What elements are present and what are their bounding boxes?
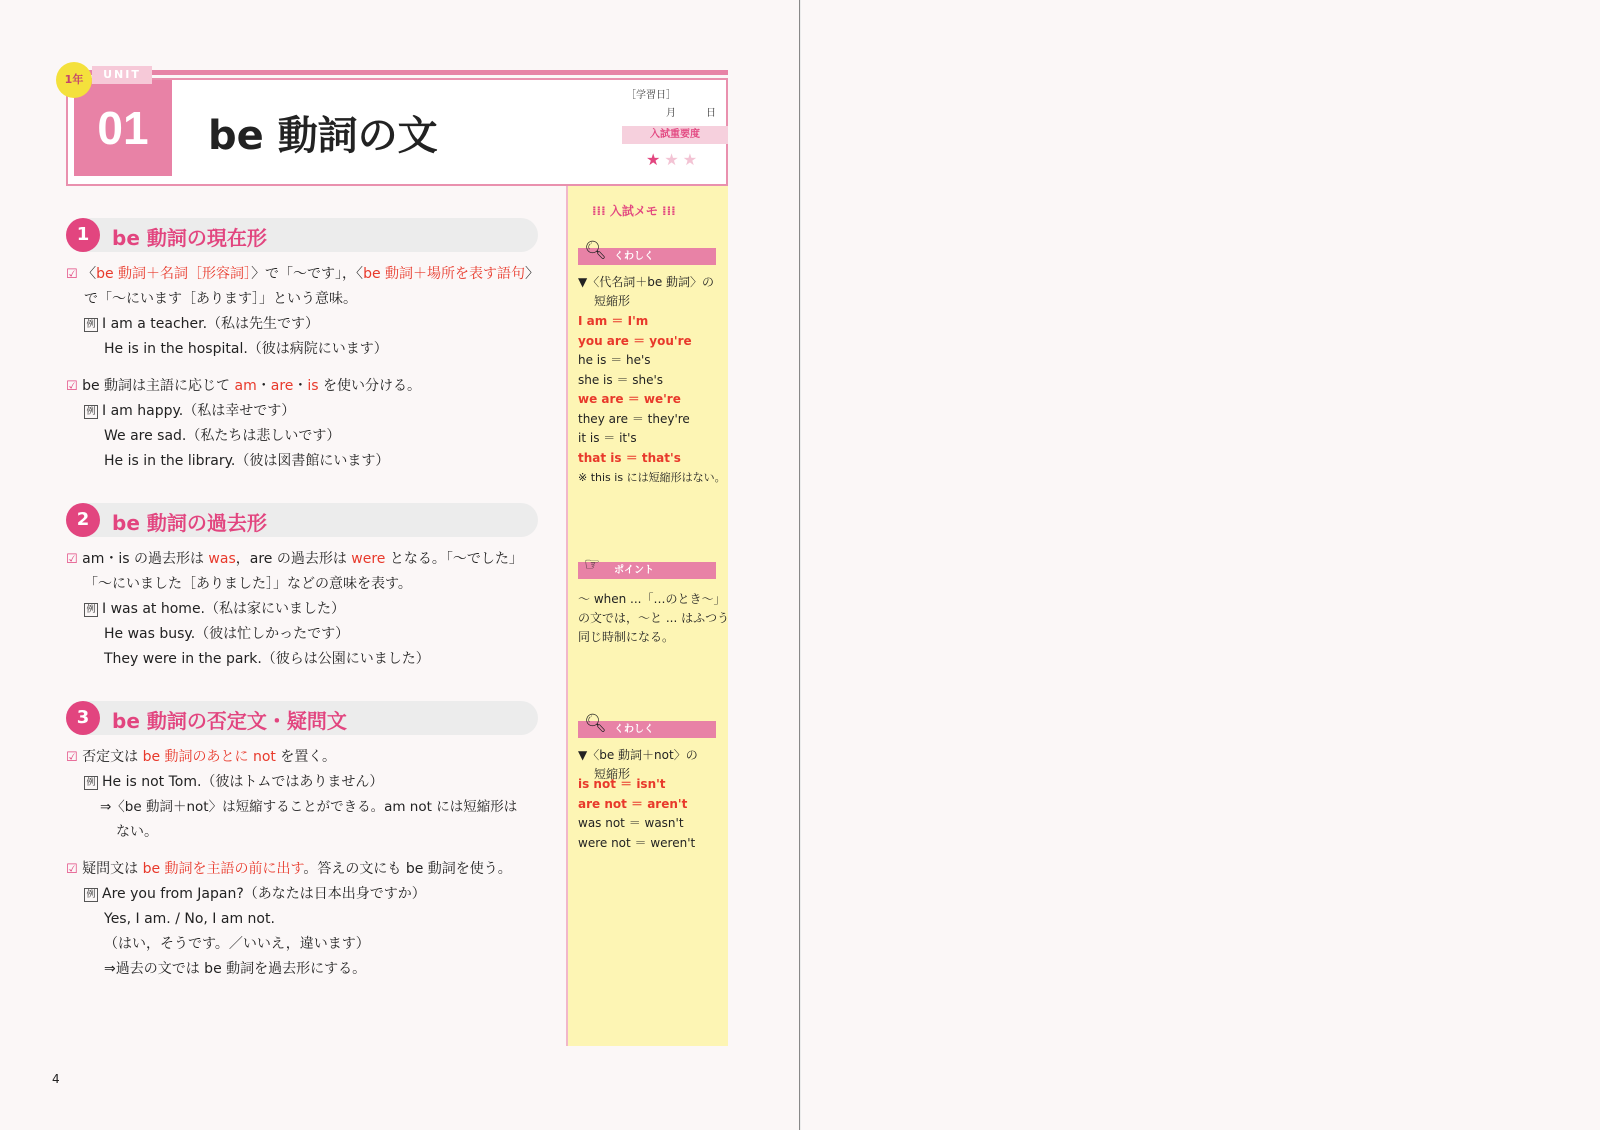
contraction-item: is not ＝ isn't: [578, 777, 666, 791]
contraction-item: was not ＝ wasn't: [578, 816, 684, 830]
example-line: He was busy.（彼は忙しかったです）: [104, 626, 350, 642]
check-icon: ☑: [66, 552, 78, 567]
note-line: ない。: [116, 824, 158, 840]
page-title: be 動詞の文: [208, 113, 438, 159]
magnifier-icon: 🔍︎: [584, 240, 607, 261]
exam-importance-label: 入試重要度: [622, 126, 728, 144]
note-line: ⇒〈be 動詞＋not〉は短縮することができる。am not には短縮形は: [100, 799, 518, 815]
contraction-item: that is ＝ that's: [578, 450, 681, 465]
star-icon: ★: [664, 150, 683, 169]
example-line: We are sad.（私たちは悲しいです）: [104, 428, 341, 444]
s3-rule-1: ☑ 否定文は be 動詞のあとに not を置く。: [66, 749, 337, 765]
importance-stars: [646, 150, 701, 169]
example-icon: 例: [84, 405, 98, 419]
contraction-item: we are ＝ we're: [578, 392, 681, 406]
memo-note: ※ this is には短縮形はない。: [578, 471, 726, 484]
memo-line: ～ when ...「…のとき～」: [578, 592, 726, 606]
contraction-item: you are ＝ you're: [578, 333, 692, 348]
memo-tag-point: ポイント: [578, 562, 716, 579]
contraction-item: it is ＝ it's: [578, 431, 637, 445]
example-line: 例 He is not Tom.（彼はトムではありません）: [84, 772, 383, 792]
day-label: 日: [706, 108, 716, 119]
section-3-number: 3: [66, 701, 100, 735]
note-line: ⇒過去の文では be 動詞を過去形にする。: [104, 961, 367, 977]
check-icon: ☑: [66, 750, 78, 765]
s2-rule-1b: 「～にいました［ありました］」などの意味を表す。: [84, 576, 412, 592]
memo-line: 短縮形: [594, 294, 631, 308]
s1-rule-1b: で「～にいます［あります］」という意味。: [84, 291, 357, 307]
magnifier-icon: 🔍︎: [584, 713, 607, 734]
example-line: （はい，そうです。／いいえ，違います）: [104, 936, 370, 952]
contraction-item: she is ＝ she's: [578, 372, 664, 387]
example-line: 例 Are you from Japan?（あなたは日本出身ですか）: [84, 884, 426, 904]
memo-line: ▼〈be 動詞＋not〉の: [578, 748, 698, 762]
section-1-number: 1: [66, 218, 100, 252]
study-date-fields: [666, 104, 716, 119]
month-label: 月: [666, 108, 676, 119]
study-date-label: ［学習日］: [626, 90, 676, 101]
section-3-title: be 動詞の否定文・疑問文: [112, 709, 347, 733]
star-icon: ★: [682, 150, 702, 169]
example-line: 例 I am happy.（私は幸せです）: [84, 401, 295, 421]
example-line: They were in the park.（彼らは公園にいました）: [104, 651, 430, 667]
s3-rule-2: ☑ 疑問文は be 動詞を主語の前に出す。答えの文にも be 動詞を使う。: [66, 861, 512, 877]
example-line: Yes, I am. / No, I am not.: [104, 911, 275, 927]
unit-number: 01: [74, 80, 172, 176]
section-1-title: be 動詞の現在形: [112, 226, 267, 250]
example-line: 例 I am a teacher.（私は先生です）: [84, 314, 319, 334]
memo-line: 同じ時制になる。: [578, 630, 675, 644]
section-2-number: 2: [66, 503, 100, 537]
s1-rule-2: ☑ be 動詞は主語に応じて am・are・is を使い分ける。: [66, 378, 422, 394]
memo-line: の文では，～と ... はふつう: [578, 611, 730, 625]
memo-title: ⁞⁞⁞ 入試メモ ⁞⁞⁞: [592, 204, 676, 218]
memo-line: ▼〈代名詞＋be 動詞〉の: [578, 275, 715, 289]
example-icon: 例: [84, 318, 98, 332]
check-icon: ☑: [66, 862, 78, 877]
example-icon: 例: [84, 776, 98, 790]
grade-badge: 1年: [56, 62, 92, 98]
contraction-item: were not ＝ weren't: [578, 835, 696, 850]
s2-rule-1: ☑ am・is の過去形は was，are の過去形は were となる。「～でした」: [66, 551, 523, 567]
right-page: [801, 0, 1600, 1130]
unit-label: UNIT: [92, 66, 152, 84]
section-2-title: be 動詞の過去形: [112, 511, 267, 535]
example-line: He is in the library.（彼は図書館にいます）: [104, 453, 390, 469]
star-icon: ★: [646, 150, 665, 169]
contraction-item: he is ＝ he's: [578, 353, 651, 367]
check-icon: ☑: [66, 379, 78, 394]
contraction-item: I am ＝ I'm: [578, 314, 649, 328]
example-icon: 例: [84, 888, 98, 902]
memo-line: 短縮形: [594, 767, 631, 781]
example-icon: 例: [84, 603, 98, 617]
memo-tag-detail: くわしく: [578, 721, 716, 738]
contraction-item: they are ＝ they're: [578, 411, 690, 426]
page-number: 4: [52, 1072, 60, 1086]
pointing-hand-icon: ☞: [584, 554, 601, 575]
s1-rule-1: ☑ 〈be 動詞＋名詞［形容詞］〉で「～です」，〈be 動詞＋場所を表す語句〉: [66, 266, 540, 282]
check-icon: ☑: [66, 267, 78, 282]
contraction-item: are not ＝ aren't: [578, 796, 688, 811]
header-top-rule: [70, 70, 728, 75]
example-line: 例 I was at home.（私は家にいました）: [84, 599, 345, 619]
example-line: He is in the hospital.（彼は病院にいます）: [104, 341, 388, 357]
memo-tag-detail: くわしく: [578, 248, 716, 265]
